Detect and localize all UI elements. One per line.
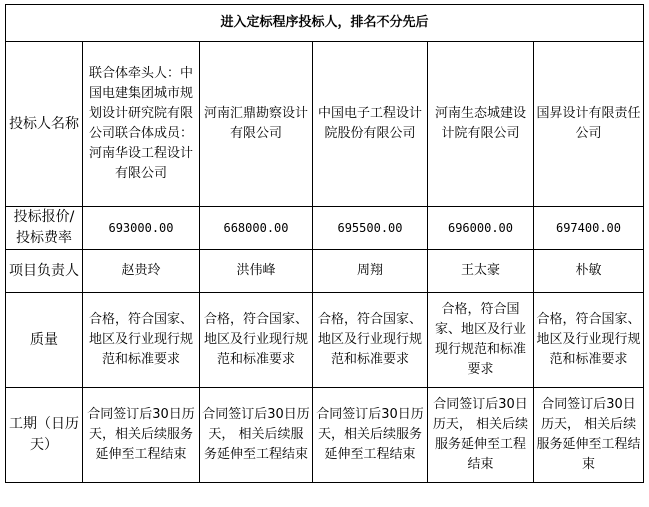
project-manager-cell: 洪伟峰 [200,250,313,293]
quality-cell: 合格，符合国家、地区及行业现行规范和标准要求 [313,293,428,388]
period-row [6,388,644,483]
bid-price-cell: 668000.00 [200,207,313,250]
bidder-name-cell: 河南汇鼎勘察设计有限公司 [200,42,313,207]
row-label-project-manager: 项目负责人 [6,250,83,293]
period-cell: 合同签订后30日历天， 相关后续服务延伸至工程结束 [534,388,644,483]
row-label-period: 工期（日历天） [6,388,83,483]
quality-cell: 合格，符合国家、地区及行业现行规范和标准要求 [200,293,313,388]
row-label-bid-price: 投标报价/投标费率 [6,207,83,250]
quality-row [6,293,644,388]
period-cell: 合同签订后30日历天，相关后续服务延伸至工程结束 [313,388,428,483]
row-label-bidder-name: 投标人名称 [6,42,83,207]
period-cell: 合同签订后30日历天， 相关后续服务延伸至工程结束 [428,388,534,483]
bid-price-row [6,207,644,250]
table-title: 进入定标程序投标人，排名不分先后 [6,5,644,42]
period-cell: 合同签订后30日历天，相关后续服务延伸至工程结束 [83,388,200,483]
bid-price-cell: 696000.00 [428,207,534,250]
project-manager-cell: 朴敏 [534,250,644,293]
quality-cell: 合格，符合国家、地区及行业现行规范和标准要求 [534,293,644,388]
quality-cell: 合格，符合国家、地区及行业现行规范和标准要求 [83,293,200,388]
project-manager-cell: 王太豪 [428,250,534,293]
project-manager-cell: 周翔 [313,250,428,293]
bid-results-container [5,4,644,483]
bidder-name-row [6,42,644,207]
bidder-name-cell: 国昇设计有限责任公司 [534,42,644,207]
bidder-name-cell: 联合体牵头人：中国电建集团城市规划设计研究院有限公司联合体成员：河南华设工程设计有限公司 [83,42,200,207]
bidder-name-cell: 中国电子工程设计院股份有限公司 [313,42,428,207]
project-manager-cell: 赵贵玲 [83,250,200,293]
bid-price-cell: 697400.00 [534,207,644,250]
bid-price-cell: 695500.00 [313,207,428,250]
bid-price-cell: 693000.00 [83,207,200,250]
title-row [6,5,644,42]
period-cell: 合同签订后30日历天， 相关后续服务延伸至工程结束 [200,388,313,483]
quality-cell: 合格，符合国家、地区及行业现行规范和标准要求 [428,293,534,388]
project-manager-row [6,250,644,293]
bidder-name-cell: 河南生态城建设计院有限公司 [428,42,534,207]
bid-results-table [5,4,644,483]
row-label-quality: 质量 [6,293,83,388]
